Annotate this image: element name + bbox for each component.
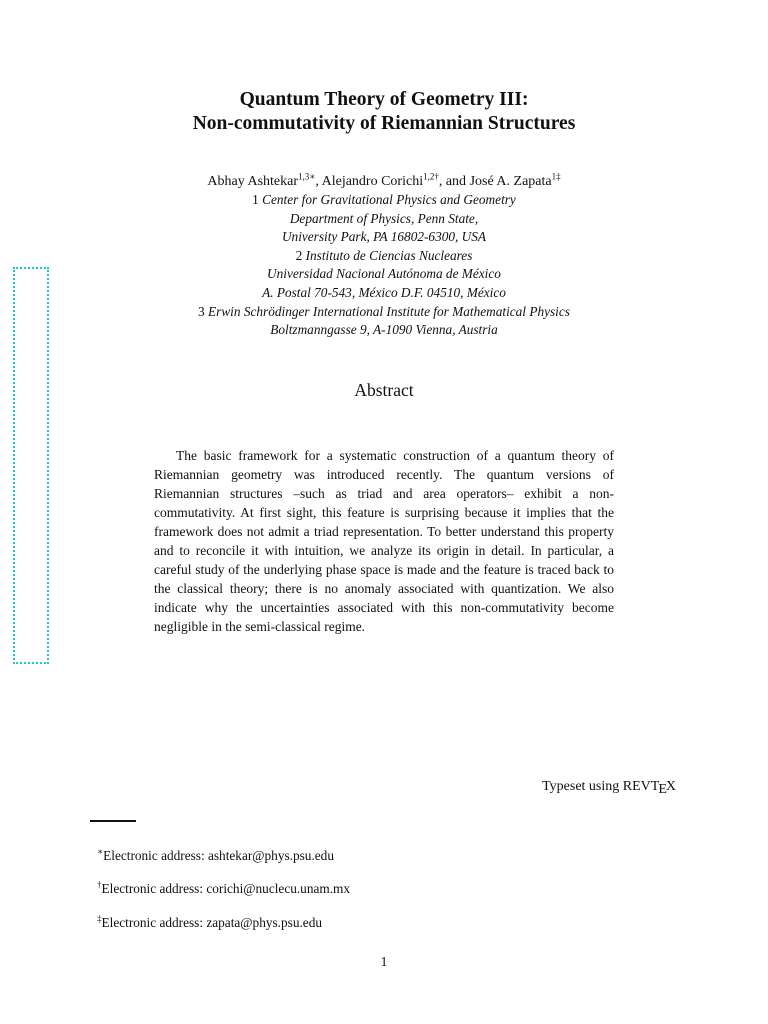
author-name: Abhay Ashtekar — [207, 174, 298, 189]
affiliation-line: Boltzmanngasse 9, A-1090 Vienna, Austria — [270, 322, 498, 338]
affiliation-line: University Park, PA 16802-6300, USA — [281, 229, 487, 245]
footnote-marker: ‡ — [97, 913, 102, 924]
paper-title-line-1: Quantum Theory of Geometry III: — [239, 89, 529, 110]
page-number: 1 — [380, 954, 388, 969]
author-marker: 1,3∗ — [298, 171, 316, 182]
footnote-marker: † — [97, 879, 102, 890]
paper-title-line-2: Non-commutativity of Riemannian Structures — [192, 113, 576, 134]
affiliation-line: Universidad Nacional Autónoma de México — [267, 266, 501, 282]
author-separator: , and — [438, 174, 470, 189]
abstract-heading: Abstract — [354, 380, 414, 400]
footnote: ‡Electronic address: zapata@phys.psu.edu — [97, 913, 322, 930]
affiliation-line: A. Postal 70-543, México D.F. 04510, México — [262, 285, 506, 300]
margin-marker — [13, 267, 49, 664]
footnote: †Electronic address: corichi@nuclecu.unam.mx — [97, 879, 351, 896]
typeset-note: Typeset using REVTEX — [542, 779, 676, 797]
affiliation-line: Department of Physics, Penn State, — [289, 210, 479, 226]
affiliation-line: 1 Center for Gravitational Physics and Geometry — [252, 192, 516, 207]
author-marker: 1,2† — [423, 171, 439, 182]
abstract-body: The basic framework for a systematic construction of a quantum theory of Riemannian geometry was introduced recently. The quantum versions of Riemannian structures –such as triad and area operators– exhibit a non-commutativity. At first sight, this feature is surprising because it implies that the framework does not admit a triad representation. To better understand this property and to reconcile it with intuition, we analyze its origin in detail. In particular, a careful study of the underlying phase space is made and the feature is traced back to the classical theory; there is no anomaly associated with quantization. We also indicate why the uncertainties associated with this non-commutativity become negligible in the semi-classical regime. — [154, 448, 614, 634]
footnote: ∗Electronic address: ashtekar@phys.psu.edu — [97, 846, 334, 863]
affiliation-line: 2 Instituto de Ciencias Nucleares — [295, 247, 473, 263]
author-name: Alejandro Corichi — [321, 174, 424, 189]
footnote-marker: ∗ — [97, 846, 104, 857]
author-name: José A. Zapata — [469, 174, 552, 189]
affiliation-line: 3 Erwin Schrödinger International Institute for Mathematical Physics — [198, 303, 570, 319]
author-marker: 1‡ — [551, 171, 561, 182]
footnote-rule — [90, 820, 136, 822]
author-list: Abhay Ashtekar$^{1,3∗}$, Alejandro Corichi$^{1,2\dagger}$, and José A. Zapata$^{1\ddagger}$ — [207, 171, 561, 189]
